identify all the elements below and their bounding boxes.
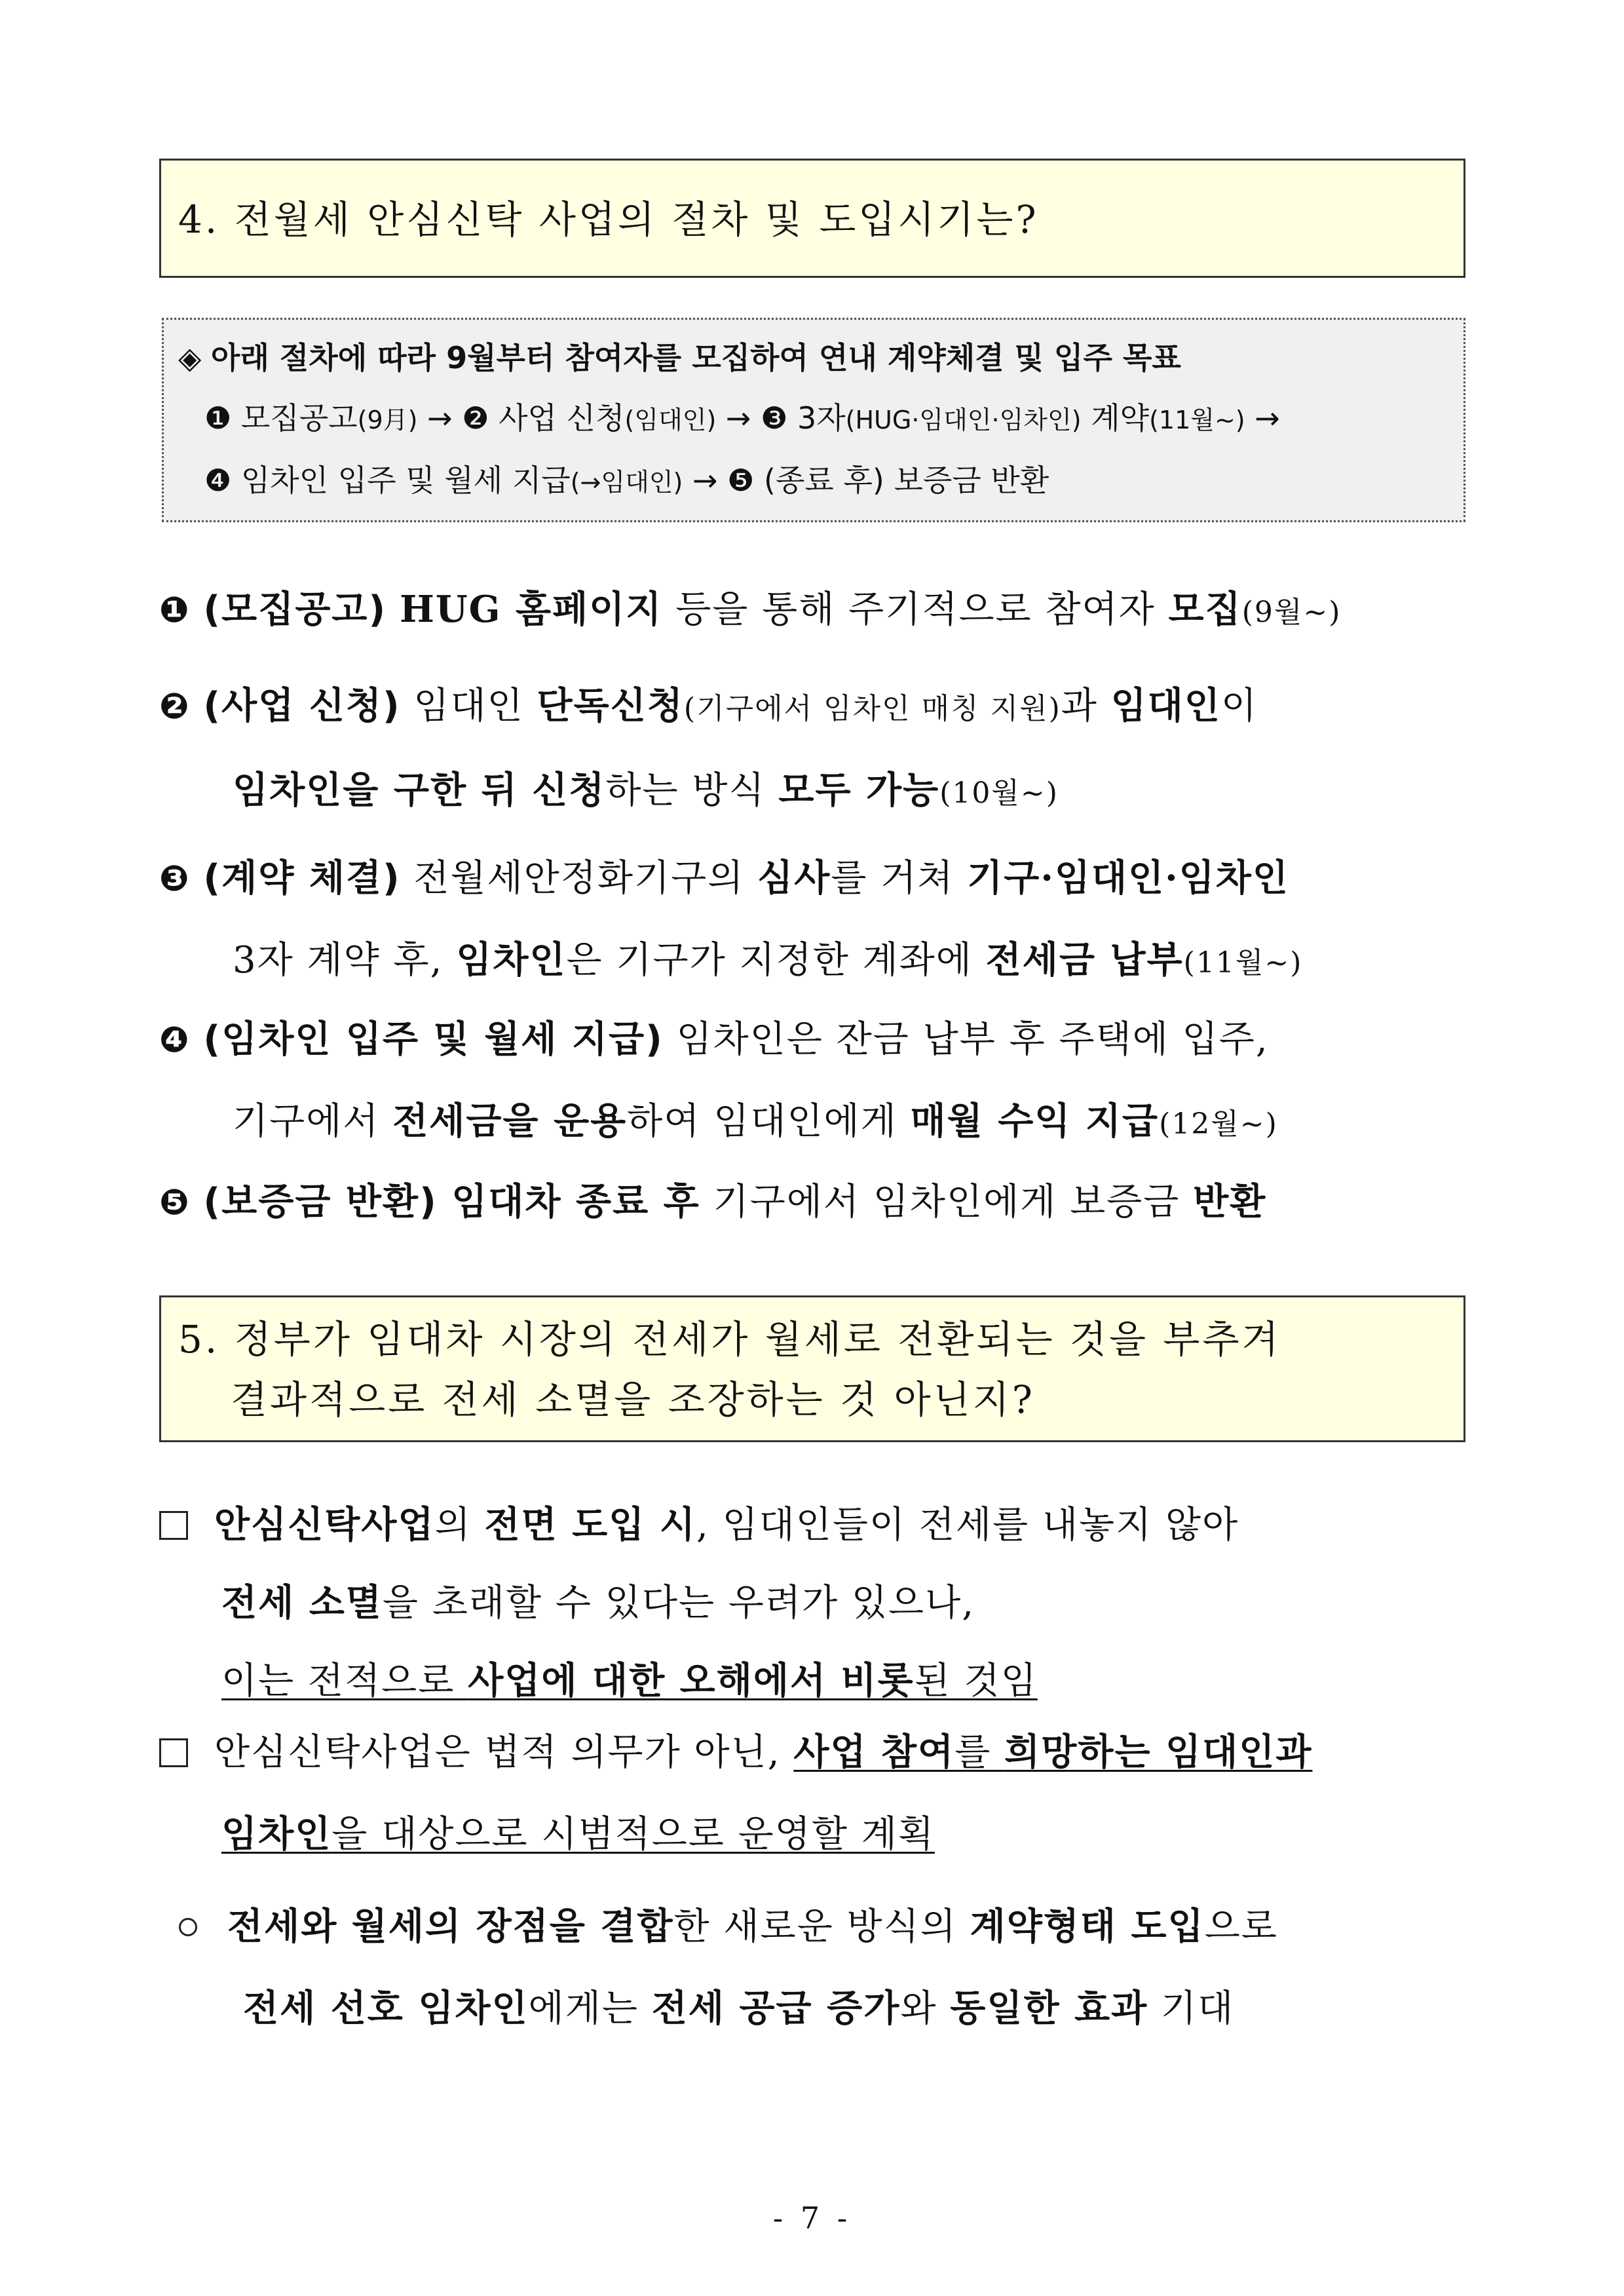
answer-paragraph-1: 안심신탁사업의 전면 도입 시, 임대인들이 전세를 내놓지 않아 전세 소멸을 초래할 수 있다는 우려가 있으나, 이는 전적으로 사업에 대한 오해에서 비롯된 것임: [159, 1486, 1469, 1720]
step-number: ❷: [159, 685, 191, 727]
step-1-recruitment: ❶ (모집공고) HUG 홈페이지 등을 통해 주기적으로 참여자 모집(9월~): [159, 588, 1342, 631]
answer-paragraph-3: 전세와 월세의 장점을 결합한 새로운 방식의 계약형태 도입으로 전세 선호 임차인에게는 전세 공급 증가와 동일한 효과 기대: [159, 1886, 1469, 2050]
question-5-title-box: [159, 1295, 1465, 1442]
step-3-contract: ❸ (계약 체결) 전월세안정화기구의 심사를 거쳐 기구·임대인·임차인 3자 계약 후, 임차인은 기구가 지정한 계좌에 전세금 납부(11월~): [159, 856, 1303, 982]
step-heading: (계약 체결): [203, 857, 401, 900]
question-5-title-line-2: 결과적으로 전세 소멸을 조장하는 것 아닌지?: [231, 1377, 1035, 1422]
step-number: ❺: [159, 1181, 191, 1223]
checkbox-bullet-icon: [159, 1738, 188, 1767]
step-number: ❸: [159, 858, 191, 899]
procedure-summary-box: [162, 318, 1465, 522]
underlined-conclusion: 이는 전적으로 사업에 대한 오해에서 비롯된 것임: [221, 1659, 1038, 1702]
step-number: ❶: [159, 589, 191, 630]
question-4-title: 4. 전월세 안심신탁 사업의 절차 및 도입시기는?: [178, 197, 1039, 242]
circle-bullet-icon: [179, 1918, 197, 1936]
step-4-move-in: ❹ (임차인 입주 및 월세 지급) 임차인은 잔금 납부 후 주택에 입주, 기구에서 전세금을 운용하여 임대인에게 매월 수익 지급(12월~): [159, 1018, 1278, 1143]
step-heading: (사업 신청): [203, 685, 401, 727]
step-number: ❹: [159, 1019, 191, 1060]
answer-paragraph-2: 안심신탁사업은 법적 의무가 아닌, 사업 참여를 희망하는 임대인과 임차인을 대상으로 시범적으로 운영할 계획: [159, 1712, 1469, 1875]
step-5-deposit-return: ❺ (보증금 반환) 임대차 종료 후 기구에서 임차인에게 보증금 반환: [159, 1180, 1267, 1223]
checkbox-bullet-icon: [159, 1511, 188, 1540]
step-heading: (보증금 반환): [203, 1181, 438, 1223]
diamond-icon: ◈: [178, 340, 202, 375]
question-5-title-line-1: 5. 정부가 임대차 시장의 전세가 월세로 전환되는 것을 부추겨: [178, 1317, 1281, 1362]
summary-line-2: ❶ 모집공고(9月) → ❷ 사업 신청(임대인) → ❸ 3자(HUG·임대인·임차인) 계약(11월~) →: [204, 400, 1280, 436]
step-heading: (모집공고): [203, 588, 387, 631]
summary-line-1: ◈ 아래 절차에 따라 9월부터 참여자를 모집하여 연내 계약체결 및 입주 목표: [178, 340, 1181, 375]
step-heading: (임차인 입주 및 월세 지급): [203, 1018, 664, 1061]
summary-line-3: ❹ 임차인 입주 및 월세 지급(→임대인) → ❺ (종료 후) 보증금 반환: [204, 463, 1049, 498]
page-number: - 7 -: [772, 2200, 852, 2236]
step-2-application: ❷ (사업 신청) 임대인 단독신청(기구에서 임차인 매칭 지원)과 임대인이 임차인을 구한 뒤 신청하는 방식 모두 가능(10월~): [159, 684, 1258, 812]
question-4-title-box: [159, 159, 1465, 278]
